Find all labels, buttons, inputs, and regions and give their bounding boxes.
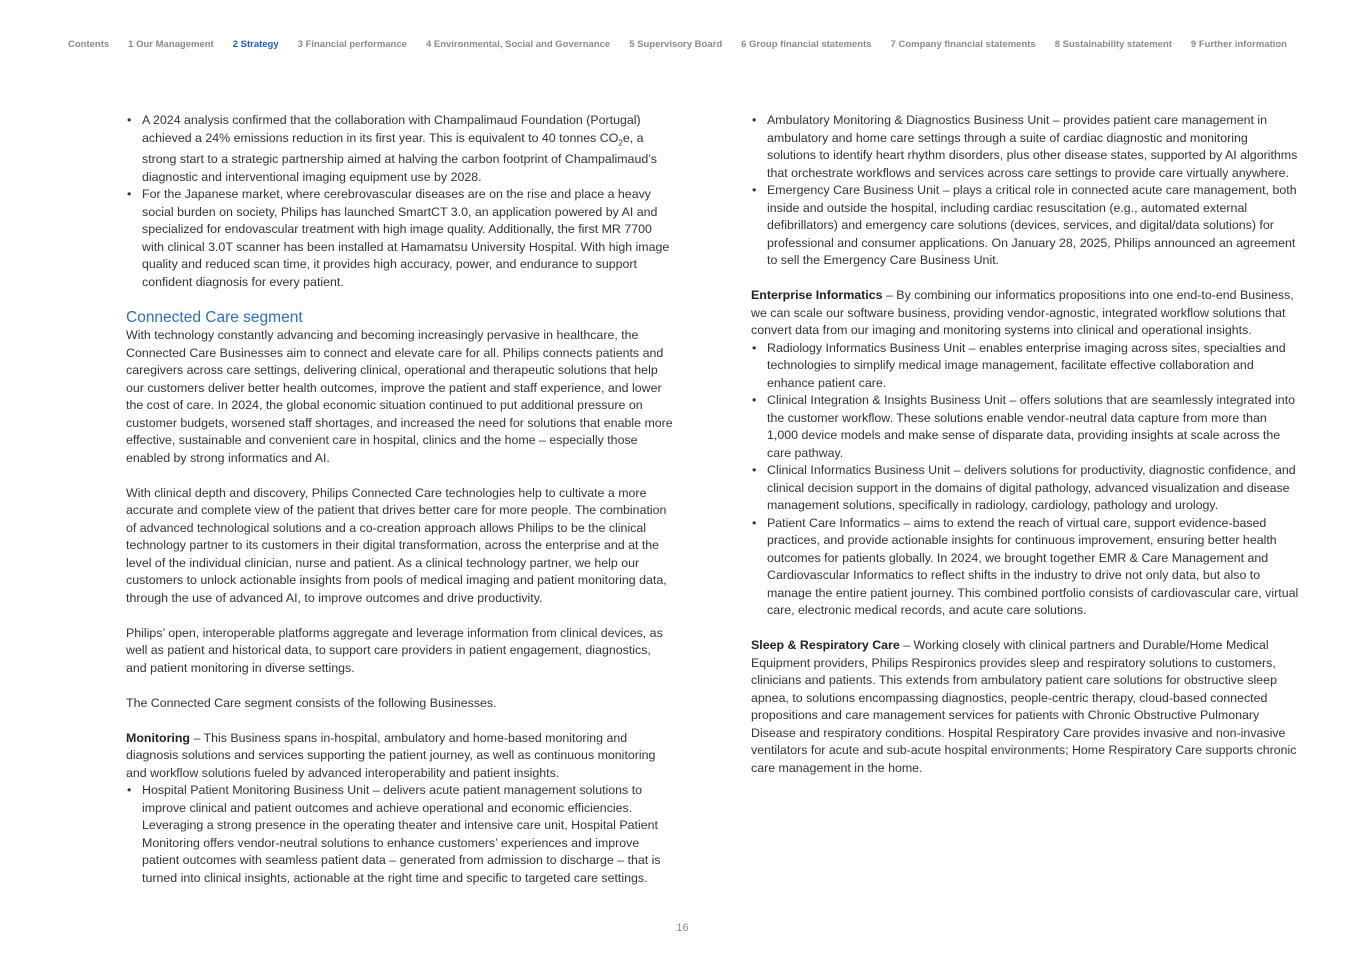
business-label: Enterprise Informatics [751,288,883,302]
nav-group-financial-statements[interactable]: 6 Group financial statements [741,39,872,50]
left-column [126,112,674,887]
text: e, a strong start to a strategic partnership aimed at halving the carbon footprint of Champalimaud’s diagnostic and interventional imaging equipment use by 2028. [142,130,657,184]
nav-company-financial-statements[interactable]: 7 Company financial statements [890,39,1036,50]
text: – Working closely with clinical partners and Durable/Home Medical Equipment providers, Philips Respironics provides sleep and respiratory solutions to customers, clinicians and patients. This extends from ambulatory patient care solutions for obstructive sleep apnea, to solutions encompassing diagnostics, people-centric therapy, cloud-based connected propositions and care management services for patients with Chronic Obstructive Pulmonary Disease and respiratory conditions. Hospital Respiratory Care provides invasive and non-invasive ventilators for acute and sub-acute hospital environments; Home Respiratory Care supports chronic care management in the home. [751,638,1297,775]
list-item: • Ambulatory Monitoring & Diagnostics Business Unit – provides patient care management in ambulatory and home care settings through a suite of cardiac diagnostic and monitoring solutions to identify heart rhythm disorders, plus other disease states, supported by AI algorithms that orchestrate workflows and services across care settings to provide care virtually anywhere. [751,112,1299,182]
nav-our-management[interactable]: 1 Our Management [128,39,214,50]
sleep-paragraph [751,637,1299,777]
nav-contents[interactable]: Contents [68,39,110,50]
enterprise-paragraph [751,287,1299,340]
nav-supervisory-board[interactable]: 5 Supervisory Board [629,39,723,50]
paragraph: With technology constantly advancing and becoming increasingly pervasive in healthcare, the Connected Care Businesses aim to connect and elevate care for all. Philips connects patients and caregivers across care settings, delivering clinical, operational and therapeutic solutions that help our customers deliver better health outcomes, improve the patient and staff experience, and lower the cost of care. In 2024, the global economic situation continued to put additional pressure on customer budgets, worsened staff shortages, and increased the need for solutions that enable more effective, sustainable and convenient care in hospital, clinics and the home – especially those enabled by strong informatics and AI. [126,328,673,465]
business-label: Sleep & Respiratory Care [751,638,900,652]
nav-strategy[interactable]: 2 Strategy [232,39,279,50]
paragraph: With clinical depth and discovery, Philips Connected Care technologies help to cultivate a more accurate and complete view of the patient that drives better care for more people. The combination of advanced technological solutions and a co-creation approach allows Philips to be the clinical technology partner to its customers in their digital transformation, across the enterprise and at the level of the individual clinician, nurse and patient. As a clinical technology partner, we help our customers to unlock actionable insights from pools of medical imaging and patient monitoring data, through the use of advanced AI, to improve outcomes and drive productivity. [126,485,667,605]
section-navigation [68,39,1306,50]
list-item: • Emergency Care Business Unit – plays a critical role in connected acute care management, both inside and outside the hospital, including cardiac resuscitation (e.g., automated external defibrillators) and emergency care solutions (devices, services, and digital/data solutions) for professional and consumer applications. On January 28, 2025, Philips announced an agreement to sell the Emergency Care Business Unit. [751,182,1299,270]
bullet-list [751,340,1299,620]
bullet-list [126,782,674,887]
text: – This Business spans in-hospital, ambulatory and home-based monitoring and diagnosis solutions and services supporting the patient journey, as well as continuous monitoring and workflow solutions fueled by advanced interoperability and patient insights. [126,730,656,780]
nav-financial-performance[interactable]: 3 Financial performance [297,39,407,50]
list-item: • Radiology Informatics Business Unit – enables enterprise imaging across sites, specialties and technologies to simplify medical image management, facilitate effective collaboration and enhance patient care. [751,340,1299,393]
subscript: 2 [618,137,623,147]
list-item: • Clinical Informatics Business Unit – delivers solutions for productivity, diagnostic confidence, and clinical decision support in the domains of digital pathology, advanced visualization and disease management solutions, specifically in radiology, cardiology, pathology and urology. [751,462,1299,515]
right-column [751,112,1299,777]
list-item [126,112,674,186]
list-item: • Clinical Integration & Insights Business Unit – offers solutions that are seamlessly integrated into the customer workflow. These solutions enable vendor-neutral data capture from more than 1,000 device models and make sense of disparate data, providing insights at scale across the care pathway. [751,392,1299,462]
text: – By combining our informatics propositions into one end-to-end Business, we can scale our software business, providing vendor-agnostic, integrated workflow solutions that convert data from our imaging and monitoring systems into clinical and operational insights. [751,288,1294,337]
nav-esg[interactable]: 4 Environmental, Social and Governance [425,39,611,50]
business-label: Monitoring [126,730,190,745]
list-item: • Patient Care Informatics – aims to extend the reach of virtual care, support evidence-based practices, and provide actionable insights for continuous improvement, ensuring better health outcomes for patients globally. In 2024, we brought together EMR & Care Management and Cardiovascular Informatics to reflect shifts in the industry to drive not only data, but also to manage the entire patient journey. This combined portfolio consists of cardiovascular care, virtual care, electronic medical records, and acute care solutions. [751,515,1299,620]
paragraph: The Connected Care segment consists of the following Businesses. [126,695,497,710]
section-heading: Connected Care segment [126,309,303,327]
list-item: • For the Japanese market, where cerebrovascular diseases are on the rise and place a heavy social burden on society, Philips has launched SmartCT 3.0, an application powered by AI and specialized for endovascular treatment with high image quality. Additionally, the first MR 7700 with clinical 3.0T scanner has been installed at Hamamatsu University Hospital. With high image quality and reduced scan time, it provides high accuracy, power, and endurance to support confident diagnosis for every patient. [126,186,674,291]
bullet-list [126,112,674,291]
bullet-list [751,112,1299,270]
nav-sustainability-statement[interactable]: 8 Sustainability statement [1054,39,1172,50]
paragraph: Philips’ open, interoperable platforms aggregate and leverage information from clinical devices, as well as patient and historical data, to support care providers in patient engagement, diagnostics, and patient monitoring in diverse settings. [126,625,663,675]
text: A 2024 analysis confirmed that the collaboration with Champalimaud Foundation (Portugal) achieved a 24% emissions reduction in its first year. This is equivalent to 40 tonnes CO [142,113,641,145]
list-item: • Hospital Patient Monitoring Business Unit – delivers acute patient management solutions to improve clinical and patient outcomes and achieve operational and economic efficiencies. Leveraging a strong presence in the operating theater and intensive care unit, Hospital Patient Monitoring offers vendor-neutral solutions to enhance customers’ experiences and improve patient outcomes with seamless patient data – generated from admission to discharge – that is turned into clinical insights, actionable at the right time and specific to targeted care settings. [126,782,674,887]
nav-further-information[interactable]: 9 Further information [1190,39,1287,50]
page-number: 16 [676,922,689,934]
monitoring-paragraph [126,730,674,783]
